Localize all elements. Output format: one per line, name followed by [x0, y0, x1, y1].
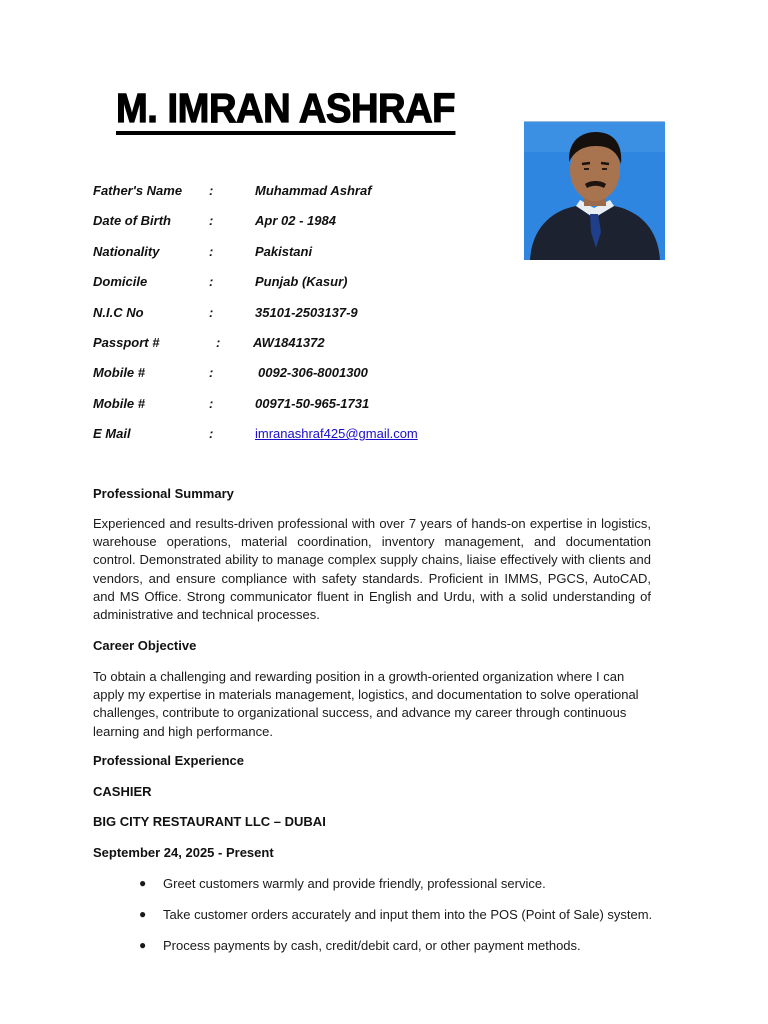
detail-label: Passport # — [93, 334, 160, 350]
professional-experience-heading: Professional Experience — [93, 753, 245, 768]
detail-colon: : — [209, 183, 214, 198]
duty-text: Greet customers warmly and provide friendly, professional service. — [163, 876, 546, 891]
detail-value: AW1841372 — [253, 334, 325, 350]
detail-colon: : — [209, 365, 214, 381]
career-objective-heading: Career Objective — [93, 638, 197, 653]
profile-photo-portrait — [524, 122, 665, 260]
detail-label: Mobile # — [93, 365, 146, 381]
professional-summary-heading: Professional Summary — [93, 486, 234, 501]
detail-colon: : — [209, 243, 214, 259]
duty-text: Process payments by cash, credit/debit card, or other payment methods. — [163, 938, 581, 954]
detail-label: E Mail — [93, 426, 131, 442]
detail-value: Apr 02 - 1984 — [255, 213, 336, 229]
professional-summary-text: Experienced and results-driven professional with over 7 years of hands-on expertise in logistics, warehouse operations, material coordination, inventory management, and documentation control. Demonstrated ability to manage complex supply chains, liaise effectively with clients and vendors, and ensure compliance with safety standards. Proficient in IMMS, PGCS, AutoCAD, and MS Office. Strong communicator fluent in English and Urdu, with a solid understanding of administrative and technical processes. — [93, 516, 651, 623]
detail-label: Mobile # — [93, 395, 146, 411]
detail-label: Domicile — [93, 274, 148, 290]
detail-label: Date of Birth — [93, 213, 171, 229]
company-name: BIG CITY RESTAURANT LLC – DUBAI — [93, 814, 326, 829]
detail-value: 0092-306-8001300 — [258, 365, 368, 381]
employment-dates: September 24, 2025 - Present — [93, 845, 274, 860]
detail-colon: : — [209, 304, 214, 320]
bullet-dot-icon: ● — [139, 876, 147, 890]
detail-label: N.I.C No — [93, 304, 144, 320]
detail-value: 35101-2503137-9 — [255, 304, 358, 320]
email-link[interactable]: imranashraf425@gmail.com — [255, 426, 418, 442]
detail-label: Father's Name — [93, 183, 183, 198]
detail-value: Punjab (Kasur) — [255, 274, 348, 290]
detail-colon: : — [209, 274, 214, 290]
detail-value: Pakistani — [255, 243, 313, 259]
job-title: CASHIER — [93, 784, 152, 799]
detail-colon: : — [209, 213, 214, 229]
detail-label: Nationality — [93, 243, 160, 259]
detail-value: 00971-50-965-1731 — [255, 395, 370, 411]
detail-colon: : — [216, 334, 221, 350]
duty-text: Take customer orders accurately and input them into the POS (Point of Sale) system. — [163, 907, 653, 923]
detail-value: Muhammad Ashraf — [255, 183, 372, 198]
profile-photo — [524, 121, 665, 260]
resume-name-title: M. IMRAN ASHRAF — [116, 88, 455, 135]
bullet-dot-icon: ● — [139, 938, 147, 953]
detail-colon: : — [209, 395, 214, 411]
career-objective-text: To obtain a challenging and rewarding position in a growth-oriented organization where I can apply my expertise in materials management, logistics, and documentation to solve operational challenges, contribute to organizational success, and advance my career through continuous learning and high performance. — [93, 669, 639, 739]
detail-colon: : — [209, 426, 214, 442]
bullet-dot-icon: ● — [139, 907, 147, 922]
